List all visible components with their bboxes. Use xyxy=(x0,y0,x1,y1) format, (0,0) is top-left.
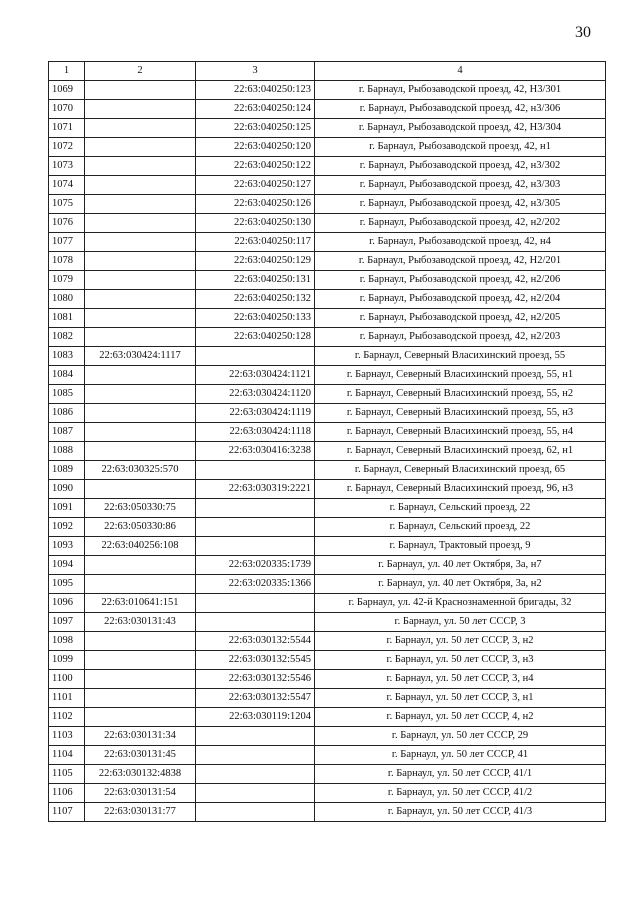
cadastral-number-premises-cell: 22:63:030424:1118 xyxy=(196,423,315,442)
cadastral-number-building-cell xyxy=(85,385,196,404)
cadastral-number-building-cell xyxy=(85,575,196,594)
table-row xyxy=(49,233,606,252)
address-cell: г. Барнаул, Рыбозаводской проезд, 42, н2/202 xyxy=(315,214,606,233)
cadastral-number-premises-cell: 22:63:040250:129 xyxy=(196,252,315,271)
cadastral-number-premises-cell: 22:63:040250:124 xyxy=(196,100,315,119)
cadastral-number-building-cell xyxy=(85,176,196,195)
address-cell: г. Барнаул, Рыбозаводской проезд, 42, Н2/201 xyxy=(315,252,606,271)
table-row xyxy=(49,404,606,423)
table-row xyxy=(49,518,606,537)
row-number-cell: 1079 xyxy=(49,271,85,290)
table-row xyxy=(49,803,606,822)
address-cell: г. Барнаул, Северный Власихинский проезд, 65 xyxy=(315,461,606,480)
row-number-cell: 1071 xyxy=(49,119,85,138)
address-cell: г. Барнаул, Сельский проезд, 22 xyxy=(315,499,606,518)
table-row xyxy=(49,632,606,651)
cadastral-number-premises-cell: 22:63:030132:5546 xyxy=(196,670,315,689)
table-row xyxy=(49,575,606,594)
row-number-cell: 1083 xyxy=(49,347,85,366)
row-number-cell: 1078 xyxy=(49,252,85,271)
cadastral-number-premises-cell: 22:63:030319:2221 xyxy=(196,480,315,499)
row-number-cell: 1080 xyxy=(49,290,85,309)
row-number-cell: 1091 xyxy=(49,499,85,518)
address-cell: г. Барнаул, ул. 50 лет СССР, 3, н3 xyxy=(315,651,606,670)
row-number-cell: 1105 xyxy=(49,765,85,784)
cadastral-number-building-cell xyxy=(85,81,196,100)
cadastral-number-premises-cell: 22:63:040250:125 xyxy=(196,119,315,138)
table-row xyxy=(49,727,606,746)
cadastral-number-building-cell xyxy=(85,689,196,708)
cadastral-number-building-cell xyxy=(85,404,196,423)
row-number-cell: 1074 xyxy=(49,176,85,195)
cadastral-number-premises-cell xyxy=(196,613,315,632)
table-row xyxy=(49,309,606,328)
address-cell: г. Барнаул, Северный Власихинский проезд, 55, н1 xyxy=(315,366,606,385)
table-row xyxy=(49,461,606,480)
cadastral-number-premises-cell xyxy=(196,727,315,746)
address-cell: г. Барнаул, Рыбозаводской проезд, 42, н4 xyxy=(315,233,606,252)
cadastral-number-premises-cell: 22:63:030424:1120 xyxy=(196,385,315,404)
table-row xyxy=(49,765,606,784)
table-row xyxy=(49,651,606,670)
cadastral-number-building-cell xyxy=(85,366,196,385)
cadastral-number-premises-cell: 22:63:030119:1204 xyxy=(196,708,315,727)
row-number-cell: 1075 xyxy=(49,195,85,214)
cadastral-number-premises-cell xyxy=(196,746,315,765)
address-cell: г. Барнаул, Рыбозаводской проезд, 42, н1 xyxy=(315,138,606,157)
table-row xyxy=(49,423,606,442)
row-number-cell: 1096 xyxy=(49,594,85,613)
table-row xyxy=(49,594,606,613)
cadastral-number-building-cell: 22:63:030131:34 xyxy=(85,727,196,746)
address-cell: г. Барнаул, ул. 50 лет СССР, 41 xyxy=(315,746,606,765)
cadastral-number-premises-cell: 22:63:020335:1739 xyxy=(196,556,315,575)
address-cell: г. Барнаул, Рыбозаводской проезд, 42, н2/206 xyxy=(315,271,606,290)
table-row xyxy=(49,499,606,518)
address-cell: г. Барнаул, Рыбозаводской проезд, 42, н3/303 xyxy=(315,176,606,195)
row-number-cell: 1081 xyxy=(49,309,85,328)
cadastral-number-building-cell: 22:63:010641:151 xyxy=(85,594,196,613)
cadastral-number-building-cell xyxy=(85,670,196,689)
row-number-cell: 1087 xyxy=(49,423,85,442)
row-number-cell: 1077 xyxy=(49,233,85,252)
row-number-cell: 1093 xyxy=(49,537,85,556)
address-cell: г. Барнаул, Северный Власихинский проезд, 96, н3 xyxy=(315,480,606,499)
cadastral-number-premises-cell xyxy=(196,803,315,822)
cadastral-number-premises-cell xyxy=(196,461,315,480)
cadastral-number-premises-cell xyxy=(196,537,315,556)
address-cell: г. Барнаул, Рыбозаводской проезд, 42, Н3/304 xyxy=(315,119,606,138)
cadastral-number-building-cell: 22:63:030424:1117 xyxy=(85,347,196,366)
row-number-cell: 1098 xyxy=(49,632,85,651)
address-cell: г. Барнаул, Северный Власихинский проезд, 55, н4 xyxy=(315,423,606,442)
row-number-cell: 1085 xyxy=(49,385,85,404)
row-number-cell: 1092 xyxy=(49,518,85,537)
table-row xyxy=(49,290,606,309)
cadastral-number-premises-cell: 22:63:040250:126 xyxy=(196,195,315,214)
row-number-cell: 1099 xyxy=(49,651,85,670)
address-cell: г. Барнаул, Рыбозаводской проезд, 42, н2/205 xyxy=(315,309,606,328)
cadastral-number-building-cell xyxy=(85,252,196,271)
row-number-cell: 1095 xyxy=(49,575,85,594)
row-number-cell: 1100 xyxy=(49,670,85,689)
row-number-cell: 1089 xyxy=(49,461,85,480)
table-body xyxy=(49,81,606,822)
table-row xyxy=(49,670,606,689)
address-cell: г. Барнаул, ул. 50 лет СССР, 4, н2 xyxy=(315,708,606,727)
cadastral-number-building-cell: 22:63:040256:108 xyxy=(85,537,196,556)
cadastral-number-building-cell xyxy=(85,233,196,252)
cadastral-number-premises-cell xyxy=(196,784,315,803)
table-row xyxy=(49,195,606,214)
cadastral-number-premises-cell: 22:63:040250:133 xyxy=(196,309,315,328)
address-cell: г. Барнаул, Северный Власихинский проезд, 55, н2 xyxy=(315,385,606,404)
address-cell: г. Барнаул, ул. 40 лет Октября, 3а, н7 xyxy=(315,556,606,575)
row-number-cell: 1076 xyxy=(49,214,85,233)
header-row xyxy=(49,62,606,81)
address-cell: г. Барнаул, ул. 50 лет СССР, 41/3 xyxy=(315,803,606,822)
cadastral-number-building-cell: 22:63:030131:45 xyxy=(85,746,196,765)
row-number-cell: 1101 xyxy=(49,689,85,708)
cadastral-number-premises-cell: 22:63:030132:5547 xyxy=(196,689,315,708)
address-cell: г. Барнаул, ул. 50 лет СССР, 3 xyxy=(315,613,606,632)
page-number: 30 xyxy=(575,24,591,41)
table-row xyxy=(49,328,606,347)
address-cell: г. Барнаул, ул. 40 лет Октября, 3а, н2 xyxy=(315,575,606,594)
cadastral-number-building-cell xyxy=(85,632,196,651)
address-cell: г. Барнаул, ул. 50 лет СССР, 29 xyxy=(315,727,606,746)
table-row xyxy=(49,442,606,461)
table-row xyxy=(49,746,606,765)
table-row xyxy=(49,480,606,499)
cadastral-number-building-cell: 22:63:050330:86 xyxy=(85,518,196,537)
table-row xyxy=(49,100,606,119)
cadastral-number-building-cell xyxy=(85,195,196,214)
table-row xyxy=(49,556,606,575)
address-cell: г. Барнаул, Северный Власихинский проезд, 55 xyxy=(315,347,606,366)
cadastral-number-premises-cell: 22:63:040250:123 xyxy=(196,81,315,100)
table-row xyxy=(49,81,606,100)
cadastral-number-building-cell xyxy=(85,214,196,233)
column-header-3: 3 xyxy=(196,62,315,81)
cadastral-number-premises-cell: 22:63:040250:132 xyxy=(196,290,315,309)
row-number-cell: 1072 xyxy=(49,138,85,157)
row-number-cell: 1082 xyxy=(49,328,85,347)
cadastral-number-premises-cell: 22:63:040250:122 xyxy=(196,157,315,176)
registry-table xyxy=(48,61,606,822)
table-row xyxy=(49,784,606,803)
row-number-cell: 1069 xyxy=(49,81,85,100)
address-cell: г. Барнаул, Рыбозаводской проезд, 42, н2/203 xyxy=(315,328,606,347)
address-cell: г. Барнаул, Рыбозаводской проезд, 42, н3/306 xyxy=(315,100,606,119)
cadastral-number-premises-cell: 22:63:020335:1366 xyxy=(196,575,315,594)
cadastral-number-premises-cell xyxy=(196,765,315,784)
cadastral-number-building-cell xyxy=(85,290,196,309)
table-row xyxy=(49,214,606,233)
row-number-cell: 1084 xyxy=(49,366,85,385)
address-cell: г. Барнаул, Трактовый проезд, 9 xyxy=(315,537,606,556)
address-cell: г. Барнаул, Северный Власихинский проезд, 62, н1 xyxy=(315,442,606,461)
row-number-cell: 1090 xyxy=(49,480,85,499)
table-row xyxy=(49,708,606,727)
cadastral-number-building-cell xyxy=(85,138,196,157)
row-number-cell: 1097 xyxy=(49,613,85,632)
address-cell: г. Барнаул, ул. 50 лет СССР, 3, н4 xyxy=(315,670,606,689)
cadastral-number-building-cell xyxy=(85,651,196,670)
cadastral-number-building-cell: 22:63:030131:77 xyxy=(85,803,196,822)
cadastral-number-premises-cell: 22:63:030132:5544 xyxy=(196,632,315,651)
cadastral-number-building-cell xyxy=(85,157,196,176)
cadastral-number-premises-cell xyxy=(196,347,315,366)
table-row xyxy=(49,119,606,138)
cadastral-number-building-cell xyxy=(85,119,196,138)
row-number-cell: 1102 xyxy=(49,708,85,727)
address-cell: г. Барнаул, Сельский проезд, 22 xyxy=(315,518,606,537)
cadastral-number-premises-cell: 22:63:040250:131 xyxy=(196,271,315,290)
cadastral-number-premises-cell xyxy=(196,594,315,613)
column-header-1: 1 xyxy=(49,62,85,81)
table-row xyxy=(49,176,606,195)
column-header-4: 4 xyxy=(315,62,606,81)
address-cell: г. Барнаул, Рыбозаводской проезд, 42, н2/204 xyxy=(315,290,606,309)
cadastral-number-building-cell xyxy=(85,271,196,290)
table-row xyxy=(49,689,606,708)
row-number-cell: 1104 xyxy=(49,746,85,765)
cadastral-number-building-cell: 22:63:030131:43 xyxy=(85,613,196,632)
cadastral-number-premises-cell: 22:63:030132:5545 xyxy=(196,651,315,670)
cadastral-number-building-cell xyxy=(85,556,196,575)
address-cell: г. Барнаул, ул. 50 лет СССР, 3, н1 xyxy=(315,689,606,708)
table-row xyxy=(49,252,606,271)
cadastral-number-building-cell: 22:63:030131:54 xyxy=(85,784,196,803)
cadastral-number-building-cell: 22:63:030132:4838 xyxy=(85,765,196,784)
address-cell: г. Барнаул, Рыбозаводской проезд, 42, Н3/301 xyxy=(315,81,606,100)
cadastral-number-premises-cell xyxy=(196,499,315,518)
table-row xyxy=(49,138,606,157)
cadastral-number-premises-cell: 22:63:030424:1121 xyxy=(196,366,315,385)
address-cell: г. Барнаул, ул. 50 лет СССР, 3, н2 xyxy=(315,632,606,651)
cadastral-number-building-cell xyxy=(85,423,196,442)
row-number-cell: 1088 xyxy=(49,442,85,461)
table-row xyxy=(49,537,606,556)
table-row xyxy=(49,347,606,366)
table-row xyxy=(49,613,606,632)
row-number-cell: 1070 xyxy=(49,100,85,119)
cadastral-number-premises-cell: 22:63:040250:130 xyxy=(196,214,315,233)
row-number-cell: 1094 xyxy=(49,556,85,575)
address-cell: г. Барнаул, Рыбозаводской проезд, 42, н3/302 xyxy=(315,157,606,176)
column-header-2: 2 xyxy=(85,62,196,81)
cadastral-number-building-cell: 22:63:050330:75 xyxy=(85,499,196,518)
cadastral-number-premises-cell xyxy=(196,518,315,537)
cadastral-number-building-cell xyxy=(85,328,196,347)
cadastral-number-premises-cell: 22:63:030416:3238 xyxy=(196,442,315,461)
table-row xyxy=(49,157,606,176)
cadastral-number-building-cell xyxy=(85,100,196,119)
row-number-cell: 1073 xyxy=(49,157,85,176)
cadastral-number-premises-cell: 22:63:030424:1119 xyxy=(196,404,315,423)
cadastral-number-premises-cell: 22:63:040250:120 xyxy=(196,138,315,157)
cadastral-number-premises-cell: 22:63:040250:117 xyxy=(196,233,315,252)
cadastral-number-building-cell xyxy=(85,480,196,499)
address-cell: г. Барнаул, Рыбозаводской проезд, 42, н3/305 xyxy=(315,195,606,214)
row-number-cell: 1106 xyxy=(49,784,85,803)
cadastral-number-premises-cell: 22:63:040250:128 xyxy=(196,328,315,347)
cadastral-number-premises-cell: 22:63:040250:127 xyxy=(196,176,315,195)
row-number-cell: 1103 xyxy=(49,727,85,746)
address-cell: г. Барнаул, ул. 50 лет СССР, 41/2 xyxy=(315,784,606,803)
address-cell: г. Барнаул, ул. 42-й Краснознаменной бригады, 32 xyxy=(315,594,606,613)
row-number-cell: 1107 xyxy=(49,803,85,822)
table-row xyxy=(49,271,606,290)
cadastral-number-building-cell xyxy=(85,708,196,727)
row-number-cell: 1086 xyxy=(49,404,85,423)
table-row xyxy=(49,385,606,404)
cadastral-number-building-cell xyxy=(85,442,196,461)
cadastral-number-building-cell: 22:63:030325:570 xyxy=(85,461,196,480)
address-cell: г. Барнаул, Северный Власихинский проезд, 55, н3 xyxy=(315,404,606,423)
cadastral-number-building-cell xyxy=(85,309,196,328)
table-row xyxy=(49,366,606,385)
address-cell: г. Барнаул, ул. 50 лет СССР, 41/1 xyxy=(315,765,606,784)
